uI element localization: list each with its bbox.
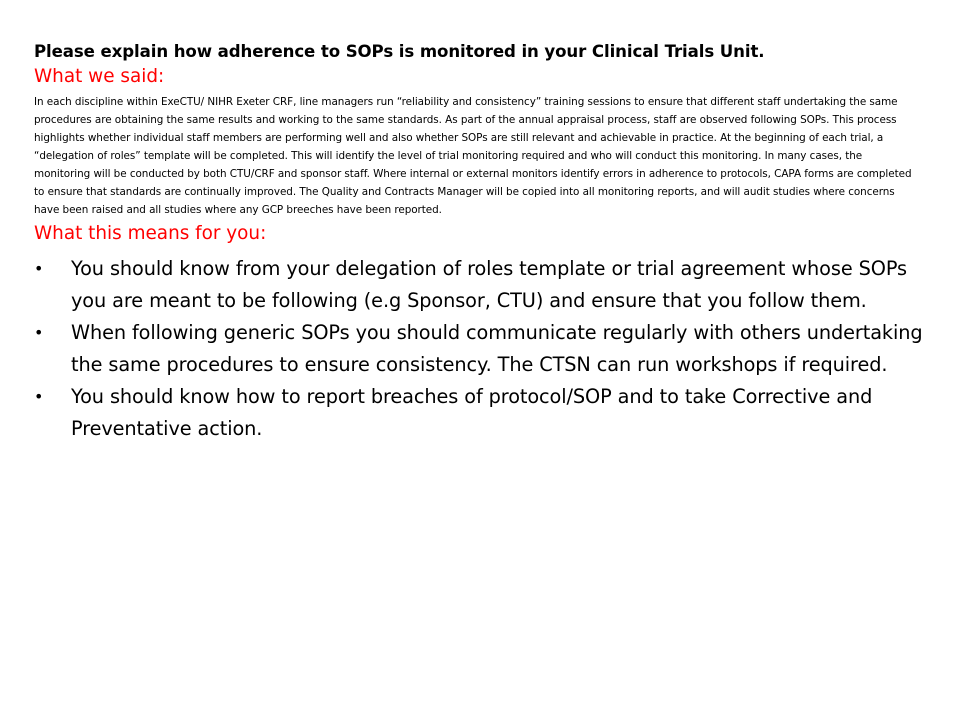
bullet-dot-icon: • xyxy=(34,323,44,342)
bullet-item-know-sops xyxy=(34,253,923,317)
bullet-dot-icon: • xyxy=(34,259,44,278)
what-we-said-paragraph: In each discipline within ExeCTU/ NIHR Exeter CRF, line managers run “reliability and consistency” training sessions to ensure that different staff undertaking the same procedures are obtaining the same results and working to the same standards. As part of the annual appraisal process, staff are observed following SOPs. This process highlights whether individual staff members are performing well and also whether SOPs are still relevant and achievable in practice. At the beginning of each trial, a “delegation of roles” template will be completed. This will identify the level of trial monitoring required and who will conduct this monitoring. In many cases, the monitoring will be conducted by both CTU/CRF and sponsor staff. Where internal or external monitors identify errors in adherence to protocols, CAPA forms are completed to ensure that standards are continually improved. The Quality and Contracts Manager will be copied into all monitoring reports, and will audit studies where concerns have been raised and all studies where any GCP breeches have been reported. xyxy=(34,96,912,216)
bullet-item-report-breaches xyxy=(34,381,923,445)
bullet-text: When following generic SOPs you should communicate regularly with others undertaking the same procedures to ensure consistency. The CTSN can run workshops if required. xyxy=(71,321,923,376)
bullet-list xyxy=(34,253,923,445)
bullet-item-generic-sops xyxy=(34,317,923,381)
slide-content xyxy=(34,40,923,445)
what-we-said-heading: What we said: xyxy=(34,66,165,87)
bullet-dot-icon: • xyxy=(34,387,44,406)
bullet-text: You should know from your delegation of roles template or trial agreement whose SOPs you are meant to be following (e.g Sponsor, CTU) and ensure that you follow them. xyxy=(71,257,907,312)
what-this-means-heading: What this means for you: xyxy=(34,223,267,244)
question-heading: Please explain how adherence to SOPs is monitored in your Clinical Trials Unit. xyxy=(34,42,765,61)
bullet-text: You should know how to report breaches of protocol/SOP and to take Corrective and Preventative action. xyxy=(71,385,873,440)
